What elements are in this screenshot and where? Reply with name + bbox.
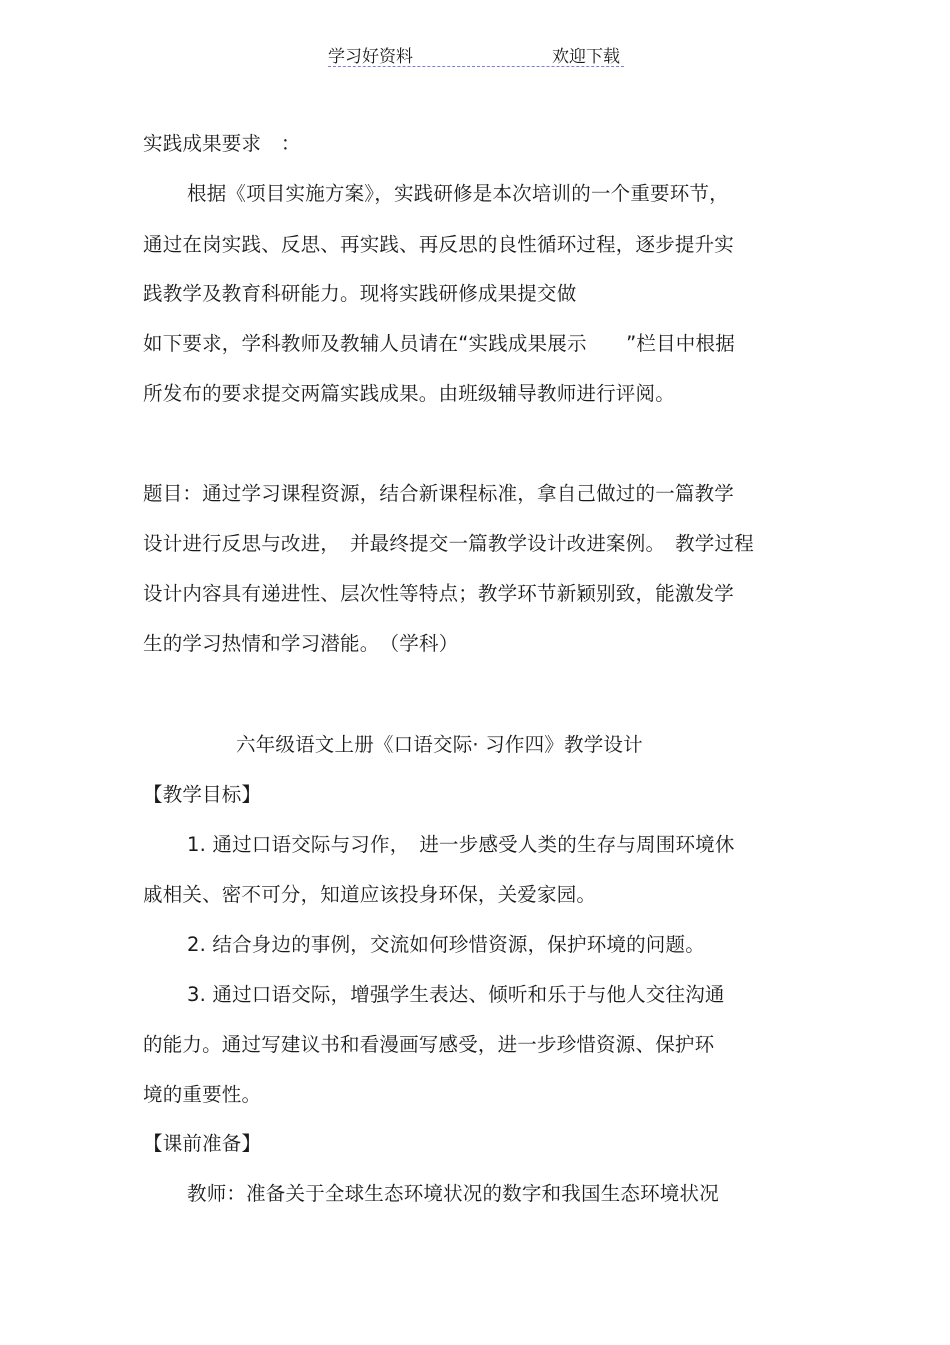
- header-right-text: 欢迎下载: [552, 47, 620, 67]
- header-left-text: 学习好资料: [328, 47, 413, 67]
- paragraph-line: 如下要求，学科教师及教辅人员请在“实践成果展示 ”栏目中根据: [143, 332, 735, 355]
- paragraph-line: 通过在岗实践、反思、再实践、再反思的良性循环过程，逐步提升实: [143, 233, 735, 256]
- goal-item: 1. 通过口语交际与习作， 进一步感受人类的生存与周围环境休: [187, 833, 735, 856]
- topic-line: 设计内容具有递进性、层次性等特点；教学环节新颖别致，能激发学: [143, 582, 735, 605]
- goal-item: 2. 结合身边的事例，交流如何珍惜资源，保护环境的问题。: [187, 933, 705, 956]
- lesson-title: 六年级语文上册《口语交际· 习作四》教学设计: [236, 733, 643, 756]
- paragraph-line: 根据《项目实施方案》，实践研修是本次培训的一个重要环节，: [187, 182, 729, 205]
- topic-line: 题目：通过学习课程资源，结合新课程标准，拿自己做过的一篇教学: [143, 482, 735, 505]
- goal-item: 的能力。通过写建议书和看漫画写感受，进一步珍惜资源、保护环: [143, 1033, 715, 1056]
- page-header: [328, 38, 624, 67]
- paragraph-line: 所发布的要求提交两篇实践成果。由班级辅导教师进行评阅。: [143, 382, 675, 405]
- section-heading-goals: 【教学目标】: [143, 783, 262, 806]
- goal-item: 境的重要性。: [143, 1083, 262, 1106]
- section-heading-preparation: 【课前准备】: [143, 1132, 262, 1155]
- topic-line: 设计进行反思与改进， 并最终提交一篇教学设计改进案例。 教学过程: [143, 532, 754, 555]
- topic-line: 生的学习热情和学习潜能。 （学科）: [143, 632, 459, 655]
- goal-item: 3. 通过口语交际，增强学生表达、倾听和乐于与他人交往沟通: [187, 983, 725, 1006]
- paragraph-line: 践教学及教育科研能力。现将实践研修成果提交做: [143, 282, 577, 305]
- section-heading-requirements: 实践成果要求 ：: [143, 132, 301, 155]
- preparation-line: 教师：准备关于全球生态环境状况的数字和我国生态环境状况: [187, 1182, 719, 1205]
- goal-item: 戚相关、密不可分，知道应该投身环保，关爱家园。: [143, 883, 597, 906]
